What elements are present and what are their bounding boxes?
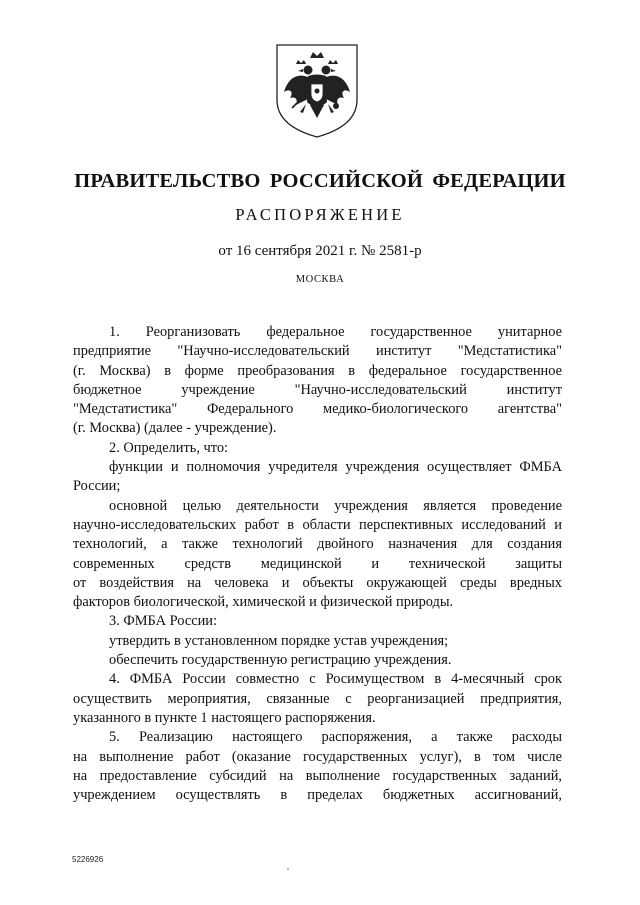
body-line: 2. Определить, что: [109,439,229,456]
body-line: технологий, а также технологий двойного назначения для создания [73,536,562,553]
body-line: 5. Реализацию настоящего распоряжения, а также расходы [109,729,562,746]
body-line: от воздействия на человека и объекты окружающей среды вредных [73,574,562,591]
body-line: функции и полномочия учредителя учреждения осуществляет ФМБА [109,459,562,476]
body-line: России; [73,478,121,495]
document-body [73,323,562,805]
document-date-number: от 16 сентября 2021 г. № 2581-р [218,243,422,259]
body-line: современных средств медицинской и технической защиты [73,555,562,572]
body-line: предприятие "Научно-исследовательский институт "Медстатистика" [73,343,562,360]
body-line: указанного в пункте 1 настоящего распоряжения. [73,709,376,726]
body-line: на выполнение работ (оказание государственных услуг), в том числе [73,748,562,765]
body-line: учреждением осуществлять в пределах бюджетных ассигнований, [73,787,562,804]
body-line: "Медстатистика" Федерального медико-биологического агентства" [73,401,562,418]
footer-document-code: 5226926 [72,855,104,864]
body-line: 4. ФМБА России совместно с Росимуществом в 4-месячный срок [109,671,562,688]
body-line: основной целью деятельности учреждения является проведение [109,497,562,514]
body-line: научно-исследовательских работ в области перспективных исследований и [73,516,562,533]
body-line: бюджетное учреждение "Научно-исследовательский институт [73,381,562,398]
body-line: обеспечить государственную регистрацию учреждения. [109,652,452,669]
body-line: факторов биологической, химической и физической природы. [73,594,454,611]
scan-speck [287,868,289,870]
coat-of-arms-emblem [272,42,362,140]
government-title: ПРАВИТЕЛЬСТВО РОССИЙСКОЙ ФЕДЕРАЦИИ [74,170,566,192]
document-type: РАСПОРЯЖЕНИЕ [235,205,405,224]
body-line: 3. ФМБА России: [109,613,217,630]
body-line: утвердить в установленном порядке устав учреждения; [109,632,449,649]
body-line: осуществить мероприятия, связанные с реорганизацией предприятия, [73,690,562,707]
document-city: МОСКВА [295,274,345,285]
body-line: (г. Москва) в форме преобразования в федеральное государственное [73,362,562,379]
body-line: (г. Москва) (далее - учреждение). [73,420,277,437]
body-line: на предоставление субсидий на выполнение государственных заданий, [73,767,562,784]
russian-coat-of-arms-icon [272,42,362,140]
body-line: 1. Реорганизовать федеральное государственное унитарное [109,324,562,340]
